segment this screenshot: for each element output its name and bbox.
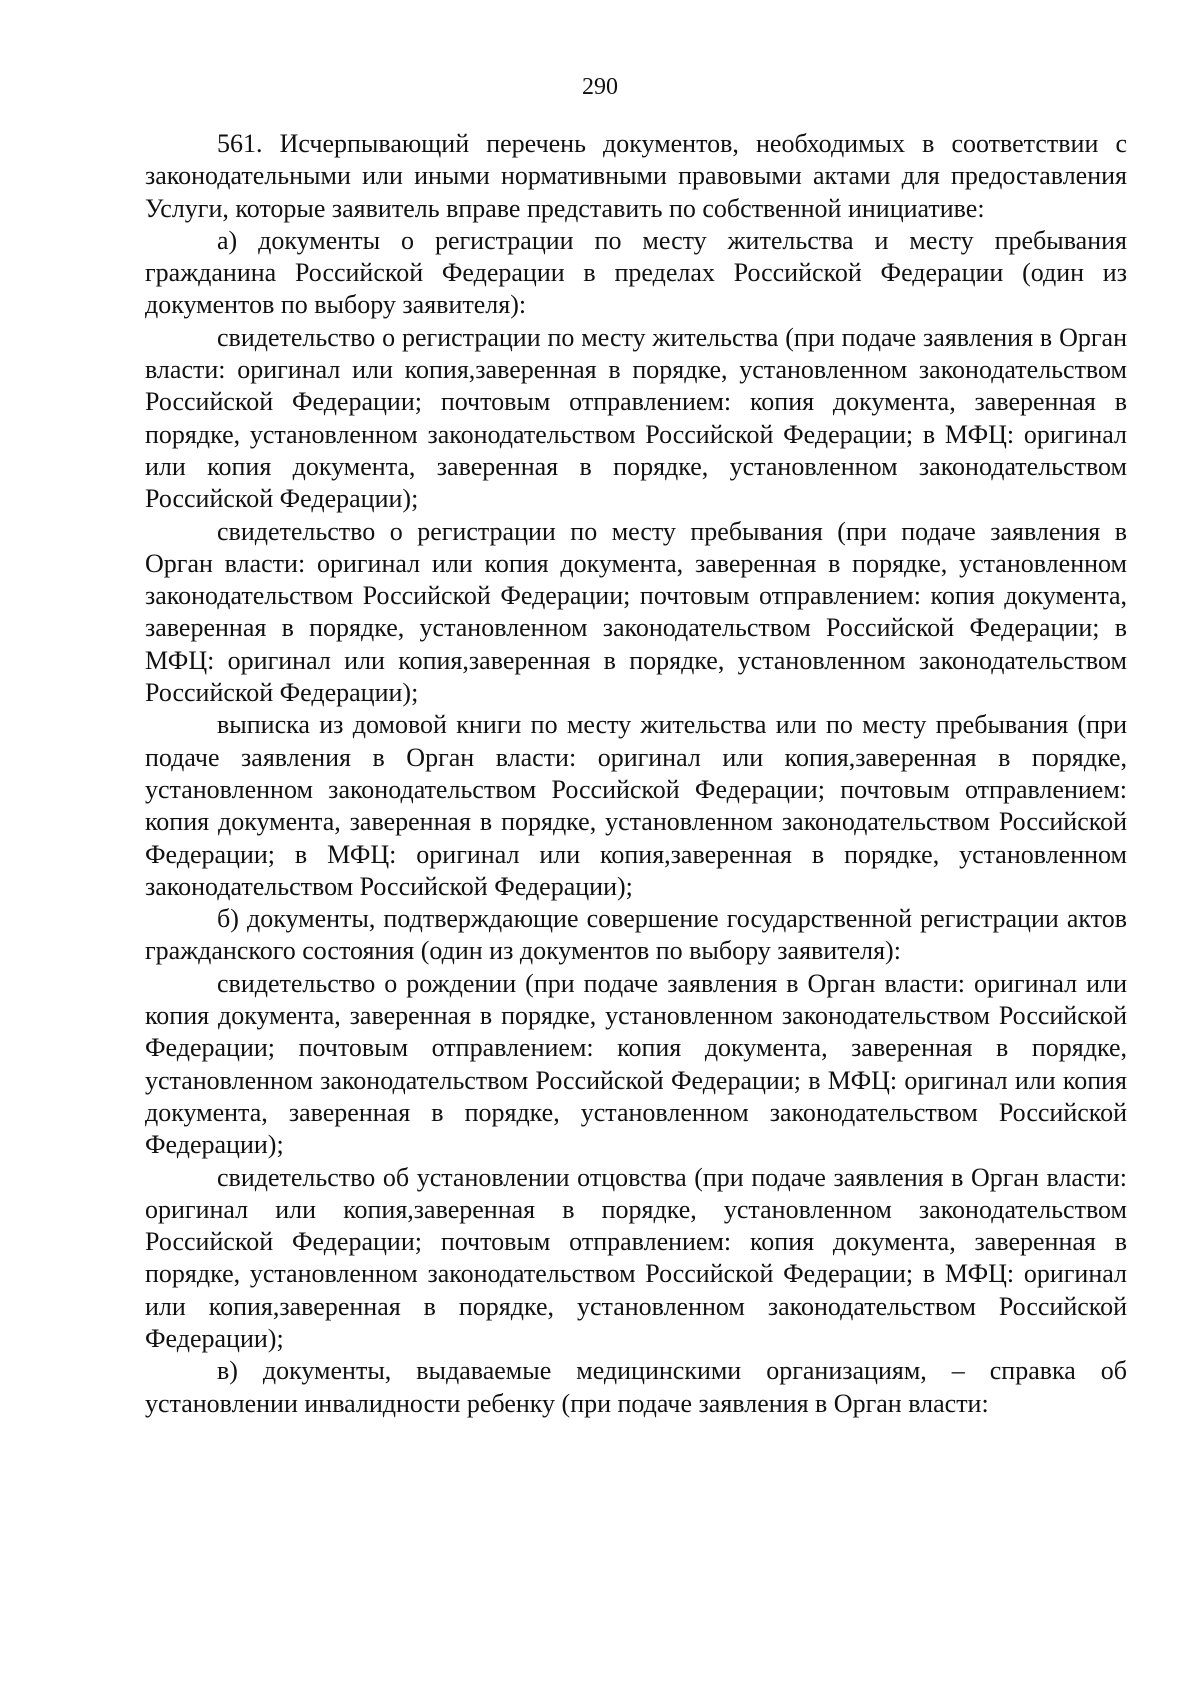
paragraph-paternity-certificate: свидетельство об установлении отцовства (при подаче заявления в Орган власти: оригинал или копия,заверенная в порядке, установленном законодательством Российской Федерации; почтовым отправлением: копия документа, заверенная в порядке, установленном законодательством Российской Федерации; в МФЦ: оригинал или копия,заверенная в порядке, установленном законодательством Российской Федерации); <box>145 1162 1127 1353</box>
document-body <box>145 128 1127 1420</box>
paragraph-item-v: в) документы, выдаваемые медицинскими организациям, – справка об установлении инвалидности ребенку (при подаче заявления в Орган власти: <box>145 1356 1127 1418</box>
paragraph-item-b: б) документы, подтверждающие совершение государственной регистрации актов гражданского состояния (один из документов по выбору заявителя): <box>145 904 1127 966</box>
paragraph-561-intro: 561. Исчерпывающий перечень документов, необходимых в соответствии с законодательными или иными нормативными правовыми актами для предоставления Услуги, которые заявитель вправе представить по собственной инициативе: <box>145 129 1127 223</box>
paragraph-house-book-extract: выписка из домовой книги по месту жительства или по месту пребывания (при подаче заявления в Орган власти: оригинал или копия,заверенная в порядке, установленном законодательством Российской Федерации; почтовым отправлением: копия документа, заверенная в порядке, установленном законодательством Российской Федерации; в МФЦ: оригинал или копия,заверенная в порядке, установленном законодательством Российской Федерации); <box>145 710 1127 901</box>
paragraph-item-a: а) документы о регистрации по месту жительства и месту пребывания гражданина Российской Федерации в пределах Российской Федерации (один из документов по выбору заявителя): <box>145 225 1127 320</box>
page-number: 290 <box>582 74 618 100</box>
paragraph-registration-residence: свидетельство о регистрации по месту жительства (при подаче заявления в Орган власти: оригинал или копия,заверенная в порядке, установленном законодательством Российской Федерации; почтовым отправлением: копия документа, заверенная в порядке, установленном законодательством Российской Федерации; в МФЦ: оригинал или копия документа, заверенная в порядке, установленном законодательством Российской Федерации); <box>145 322 1127 514</box>
paragraph-birth-certificate: свидетельство о рождении (при подаче заявления в Орган власти: оригинал или копия документа, заверенная в порядке, установленном законодательством Российской Федерации; почтовым отправлением: копия документа, заверенная в порядке, установленном законодательством Российской Федерации; в МФЦ: оригинал или копия документа, заверенная в порядке, установленном законодательством Российской Федерации); <box>145 968 1127 1160</box>
paragraph-registration-stay: свидетельство о регистрации по месту пребывания (при подаче заявления в Орган власти: оригинал или копия документа, заверенная в порядке, установленном законодательством Российской Федерации; почтовым отправлением: копия документа, заверенная в порядке, установленном законодательством Российской Федерации; в МФЦ: оригинал или копия,заверенная в порядке, установленном законодательством Российской Федерации); <box>145 516 1127 708</box>
